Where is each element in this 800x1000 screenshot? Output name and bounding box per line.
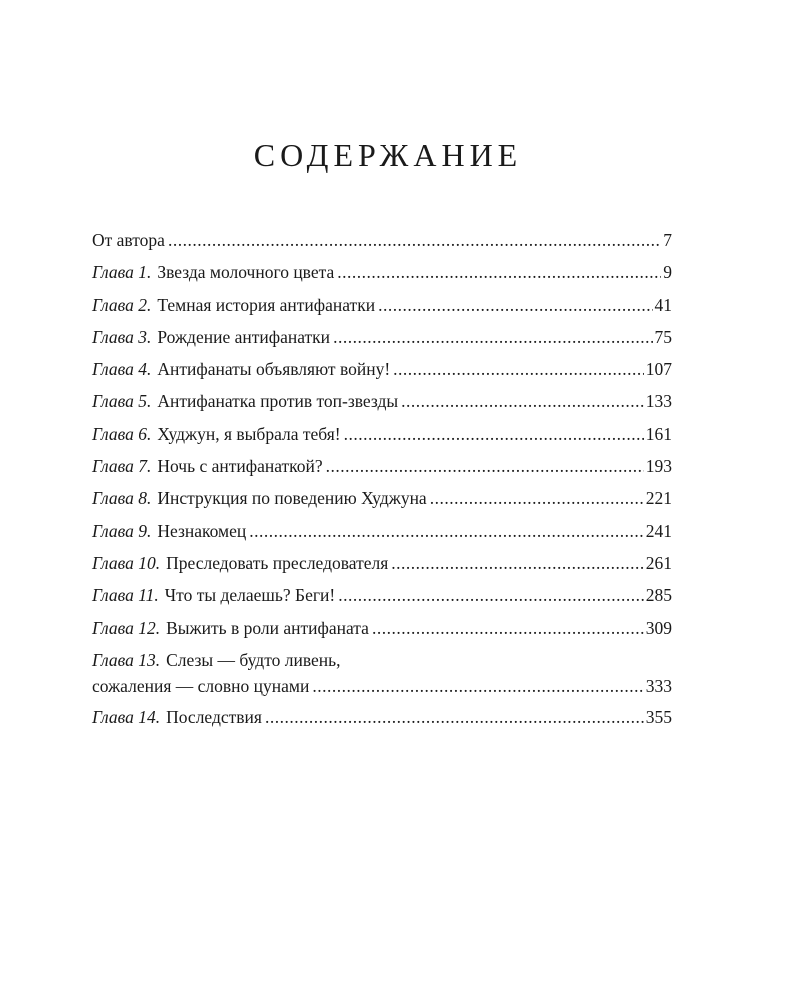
toc-page-number: 133	[645, 391, 672, 412]
dot-leader	[249, 518, 643, 544]
toc-entry-title: Последствия	[166, 706, 262, 727]
page-title: СОДЕРЖАНИЕ	[253, 137, 523, 174]
dot-leader	[338, 582, 644, 608]
dot-leader	[372, 615, 644, 641]
chapter-label: Глава 10.	[92, 552, 161, 573]
toc-entry-title-line-1: Слезы — будто ливень,	[166, 649, 341, 670]
chapter-label: Глава 3.	[92, 326, 152, 347]
dot-leader	[333, 324, 652, 350]
toc-entry-chapter-12	[92, 615, 672, 647]
chapter-label: Глава 2.	[92, 294, 152, 315]
toc-entry-title: От автора	[92, 230, 165, 250]
chapter-label: Глава 12.	[92, 617, 161, 638]
toc-page-number: 193	[645, 456, 672, 477]
toc-page-number: 107	[645, 359, 672, 380]
dot-leader	[312, 673, 643, 699]
dot-leader	[168, 227, 661, 253]
dot-leader	[391, 550, 643, 576]
toc-entry-chapter-5	[92, 388, 672, 420]
toc-entry-chapter-9	[92, 518, 672, 550]
toc-entry-title: Выжить в роли антифаната	[166, 617, 369, 638]
toc-page-number: 9	[663, 262, 672, 283]
toc-page-number: 261	[645, 552, 672, 573]
chapter-label: Глава 1.	[92, 262, 152, 283]
dot-leader	[326, 453, 644, 479]
chapter-label: Глава 7.	[92, 456, 152, 477]
toc-entry-title: Худжун, я выбрала тебя!	[157, 423, 341, 444]
table-of-contents	[92, 227, 672, 736]
dot-leader	[393, 356, 644, 382]
chapter-label: Глава 6.	[92, 423, 152, 444]
chapter-label: Глава 9.	[92, 520, 152, 541]
toc-entry-title: Темная история антифанатки	[157, 294, 376, 315]
toc-page-number: 41	[654, 294, 672, 315]
toc-entry-chapter-11	[92, 582, 672, 614]
toc-entry-chapter-14	[92, 704, 672, 736]
chapter-label: Глава 5.	[92, 391, 152, 412]
toc-entry-chapter-4	[92, 356, 672, 388]
dot-leader	[265, 704, 644, 730]
toc-page-number: 75	[654, 326, 672, 347]
toc-entry-chapter-1	[92, 259, 672, 291]
toc-entry-title: Преследовать преследователя	[166, 552, 389, 573]
toc-entry-chapter-13	[92, 647, 672, 704]
toc-page-number: 241	[645, 520, 672, 541]
toc-page-number: 355	[645, 706, 672, 727]
toc-entry-title: Ночь с антифанаткой?	[157, 456, 323, 477]
toc-page-number: 309	[645, 617, 672, 638]
toc-entry-title: Незнакомец	[157, 520, 247, 541]
toc-page-number: 221	[645, 488, 672, 509]
toc-entry-chapter-6	[92, 421, 672, 453]
toc-page-number: 161	[645, 423, 672, 444]
toc-entry-title: Инструкция по поведению Худжуна	[157, 488, 427, 509]
dot-leader	[430, 485, 644, 511]
toc-entry-title: Что ты делаешь? Беги!	[164, 585, 336, 606]
dot-leader	[344, 421, 644, 447]
toc-entry-intro	[92, 227, 672, 259]
dot-leader	[337, 259, 661, 285]
chapter-label: Глава 14.	[92, 706, 161, 727]
toc-entry-chapter-3	[92, 324, 672, 356]
toc-entry-title-line-2: сожаления — словно цунами	[92, 675, 310, 696]
toc-entry-chapter-10	[92, 550, 672, 582]
toc-entry-title: Антифанатка против топ-звезды	[157, 391, 399, 412]
toc-page-number: 7	[663, 230, 672, 250]
toc-page-number: 333	[645, 675, 672, 696]
toc-entry-chapter-8	[92, 485, 672, 517]
toc-page-number: 285	[645, 585, 672, 606]
toc-entry-title: Антифанаты объявляют войну!	[157, 359, 391, 380]
chapter-label: Глава 4.	[92, 359, 152, 380]
toc-entry-title: Рождение антифанатки	[157, 326, 331, 347]
toc-entry-chapter-2	[92, 292, 672, 324]
toc-entry-chapter-7	[92, 453, 672, 485]
chapter-label: Глава 8.	[92, 488, 152, 509]
chapter-label: Глава 11.	[92, 585, 159, 606]
dot-leader	[401, 388, 644, 414]
toc-entry-title: Звезда молочного цвета	[157, 262, 335, 283]
chapter-label: Глава 13.	[92, 649, 161, 670]
dot-leader	[378, 292, 652, 318]
